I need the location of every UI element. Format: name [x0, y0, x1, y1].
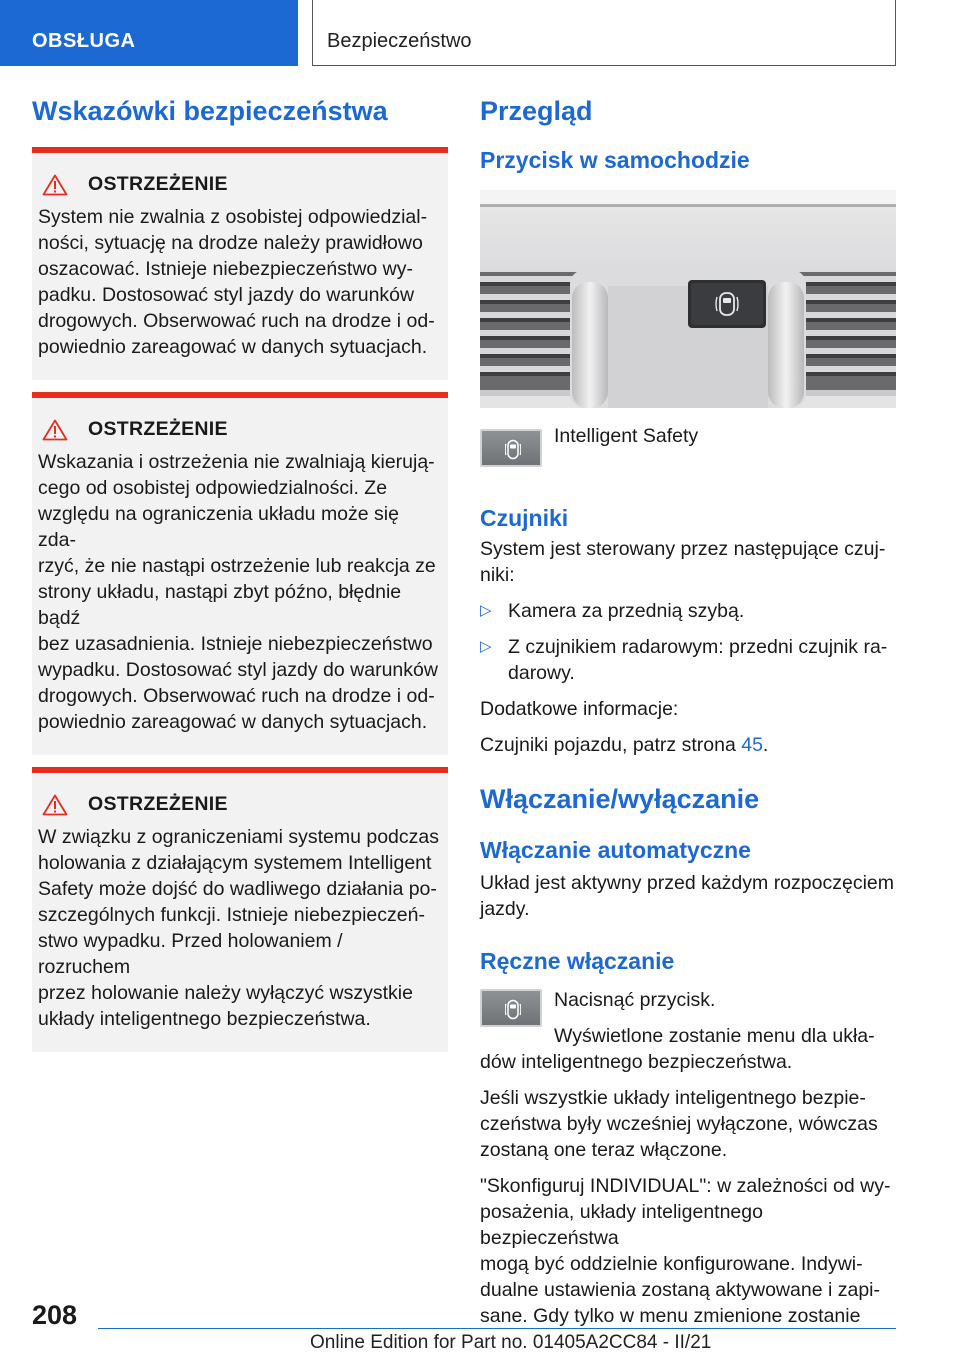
warning-text: Wskazania i ostrzeżenia nie zwalniają kierują- cego od osobistej odpowiedzialności. Ze względu na ograniczenia układu może się zda- rzyć, że nie nastąpi ostrzeżenie lub reakcja ze strony układu, nastąpi zbyt późno, błędnie bądź bez uzasadnienia. Istnieje niebezpieczeństwo wypadku. Dostosować styl jazdy do warunków drogowych. Obserwować ruch na drodze i od- powiednio zareagować w danych sytuacjach. — [38, 451, 438, 733]
auto-on-title: Włączanie automatyczne — [480, 837, 751, 863]
footer-divider — [98, 1328, 896, 1329]
warning-triangle-icon — [42, 419, 68, 441]
left-column — [32, 96, 448, 1052]
manual-step: Nacisnąć przycisk. — [554, 989, 716, 1011]
section-label: OBSŁUGA — [32, 30, 136, 52]
chapter-label: Bezpieczeństwo — [327, 30, 472, 52]
intelligent-safety-icon — [505, 999, 521, 1021]
button-description — [480, 425, 896, 467]
list-item: ▷ Kamera za przednią szybą. — [480, 600, 745, 622]
button-label: Intelligent Safety — [554, 425, 699, 447]
triangle-right-icon: ▷ — [480, 602, 492, 619]
auto-on-text: Układ jest aktywny przed każdym rozpoczęciem jazdy. — [480, 872, 894, 920]
individual-paragraph: "Skonfiguruj INDIVIDUAL": w zależności od wy- posażenia, układy inteligentnego bezpieczeństwa mogą być oddzielnie konfigurowane. Indywi- dualne ustawienia zostaną aktywowane i zapi- sane. Gdy tylko w menu zmienione zostanie — [480, 1175, 891, 1327]
warning-text: System nie zwalnia z osobistej odpowiedzial- ności, sytuację na drodze należy prawidłowo oszacować. Istnieje niebezpieczeństwo wy- padku. Dostosować styl jazdy do warunków drogowych. Obserwować ruch na drodze i od- powiednio zareagować w danych sytuacjach. — [38, 206, 435, 358]
button-section-title: Przycisk w samochodzie — [480, 147, 750, 173]
sensors-intro: System jest sterowany przez następujące czuj- niki: — [480, 538, 886, 586]
extra-info-label: Dodatkowe informacje: — [480, 698, 679, 720]
warning-header — [38, 418, 440, 441]
intelligent-safety-button[interactable] — [480, 989, 542, 1027]
right-column — [480, 96, 896, 1329]
warning-label: OSTRZEŻENIE — [88, 793, 228, 815]
overview-title: Przegląd — [480, 96, 593, 126]
sensors-title: Czujniki — [480, 505, 569, 531]
intelligent-safety-icon — [505, 439, 521, 461]
page-link[interactable]: 45 — [741, 734, 763, 756]
warning-box — [32, 392, 448, 755]
manual-menu-line: Wyświetlone zostanie menu dla ukła- — [554, 1025, 875, 1047]
sensors-list — [480, 598, 896, 686]
warning-header — [38, 793, 440, 816]
chapter-tab — [312, 0, 896, 66]
console-button-illustration — [480, 190, 896, 408]
manual-on-block — [480, 987, 896, 1075]
onoff-title: Włączanie/wyłączanie — [480, 784, 760, 814]
warning-text: W związku z ograniczeniami systemu podczas holowania z działającym systemem Intelligent Safety może dojść do wadliwego działania po- szczególnych funkcji. Istnieje niebezpieczeń- stwo wypadku. Przed holowaniem / rozruchem przez holowanie należy wyłączyć wszystkie układy inteligentnego bezpieczeństwa. — [38, 826, 439, 1030]
manual-paragraph: Jeśli wszystkie układy inteligentnego bezpie- czeństwa były wcześniej wyłączone, wówczas zostaną one teraz włączone. — [480, 1087, 878, 1161]
list-item: ▷ Z czujnikiem radarowym: przedni czujnik ra- darowy. — [480, 636, 888, 684]
warning-label: OSTRZEŻENIE — [88, 418, 228, 440]
sensors-reference: Czujniki pojazdu, patrz strona 45. — [480, 734, 769, 756]
intelligent-safety-button[interactable] — [480, 429, 542, 467]
manual-on-title: Ręczne włączanie — [480, 948, 675, 974]
warning-box — [32, 767, 448, 1052]
triangle-right-icon: ▷ — [480, 638, 492, 655]
warning-triangle-icon — [42, 794, 68, 816]
warning-box — [32, 147, 448, 380]
section-title: Wskazówki bezpieczeństwa — [32, 96, 388, 126]
warning-header — [38, 173, 440, 196]
warning-triangle-icon — [42, 174, 68, 196]
section-tab — [0, 0, 298, 66]
page-number: 208 — [32, 1300, 78, 1330]
manual-menu-continuation: dów inteligentnego bezpieczeństwa. — [480, 1051, 793, 1073]
footer-edition: Online Edition for Part no. 01405A2CC84 - II/21 — [310, 1332, 712, 1353]
warning-label: OSTRZEŻENIE — [88, 173, 228, 195]
